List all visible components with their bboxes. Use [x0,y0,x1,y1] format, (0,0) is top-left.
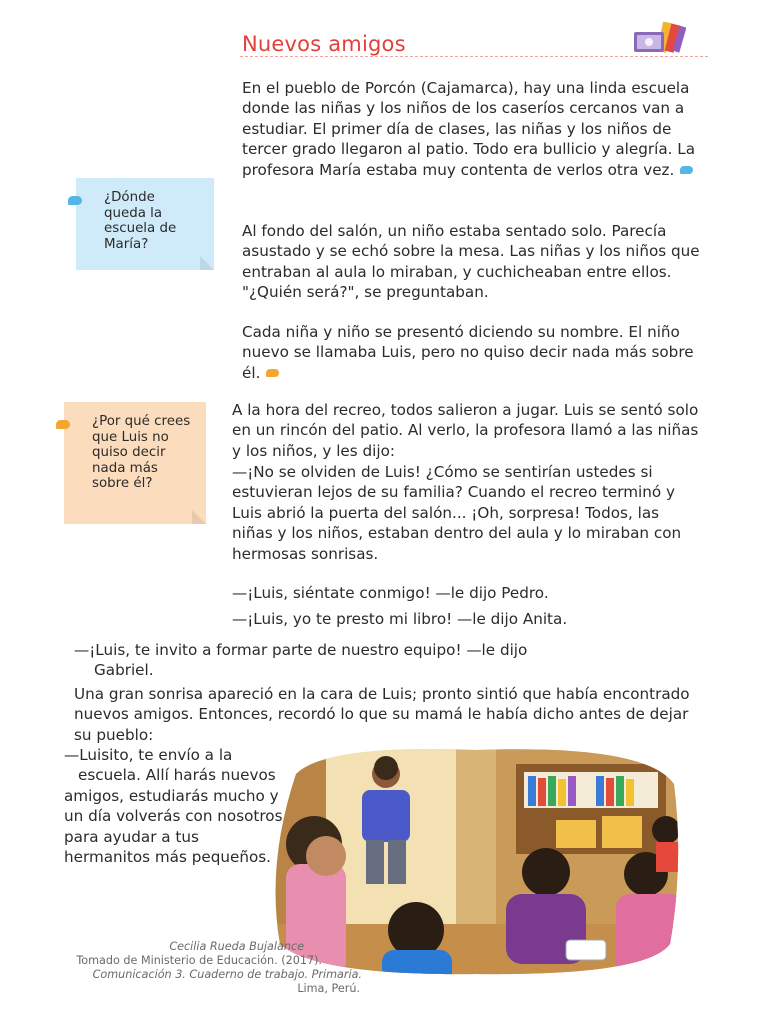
story-paragraph-3: Cada niña y niño se presentó diciendo su nombre. El niño nuevo se llamaba Luis, pero no quiso decir nada más sobre él. [242,323,694,382]
page-title: Nuevos amigos [242,32,406,56]
page-fold-icon [200,256,214,270]
story-paragraph-4: A la hora del recreo, todos salieron a jugar. Luis se sentó solo en un rincón del patio. Al verlo, la profesora llamó a las niñas y los niños, y les dijo: [232,401,699,460]
story-paragraph-10: —Luisito, te envío a la escuela. Allí harás nuevos amigos, estudiarás mucho y un día volverás con nosotros para ayudar a tus hermanitos más pequeños. [64,746,283,867]
note-marker-icon [68,196,82,205]
question-note-2 [64,402,206,524]
note-text: ¿Dónde queda la escuela de María? [104,190,177,252]
reading-marker-icon [680,166,693,174]
note-marker-icon [56,420,70,429]
story-paragraph-6: —¡Luis, siéntate conmigo! —le dijo Pedro. [232,584,549,602]
story-paragraph-5: —¡No se olviden de Luis! ¿Cómo se sentirían ustedes si estuvieran lejos de su familia? Cuando el recreo terminó y Luis abrió la puerta del salón... ¡Oh, sorpresa! Todos, las niñas y los niños, estaban dentro del aula y lo miraban con hermosas sonrisas. [232,463,682,563]
classroom-illustration [266,744,684,976]
source-credit: Tomado de Ministerio de Educación. (2017). [76,954,322,967]
reading-marker-icon [266,369,279,377]
story-paragraph-8: —¡Luis, te invito a formar parte de nuestro equipo! —le dijo Gabriel. [74,641,528,680]
page-fold-icon [192,510,206,524]
question-note-1 [76,178,214,270]
place-credit: Lima, Perú. [297,982,360,995]
story-paragraph-9: Una gran sonrisa apareció en la cara de Luis; pronto sintió que había encontrado nuevos amigos. Entonces, recordó lo que su mamá le había dicho antes de dejar su pueblo: [74,685,690,744]
author-credit: Cecilia Rueda Bujalance [169,940,304,953]
note-text: ¿Por qué crees que Luis no quiso decir nada más sobre él? [92,414,191,492]
books-icon [630,18,686,56]
story-paragraph-1: En el pueblo de Porcón (Cajamarca), hay una linda escuela donde las niñas y los niños de los caseríos cercanos van a estudiar. El primer día de clases, las niñas y los niños de tercer grado llegaron al patio. Todo era bullicio y alegría. La profesora María estaba muy contenta de verlos otra vez. [242,79,696,179]
title-divider [240,56,708,57]
story-paragraph-2: Al fondo del salón, un niño estaba sentado solo. Parecía asustado y se echó sobre la mesa. Las niñas y los niños que entraban al aula lo miraban, y cuchicheaban entre ellos. "¿Quién será?", se preguntaban. [242,222,700,302]
story-paragraph-7: —¡Luis, yo te presto mi libro! —le dijo Anita. [232,610,568,628]
book-credit: Comunicación 3. Cuaderno de trabajo. Primaria. [92,968,362,981]
